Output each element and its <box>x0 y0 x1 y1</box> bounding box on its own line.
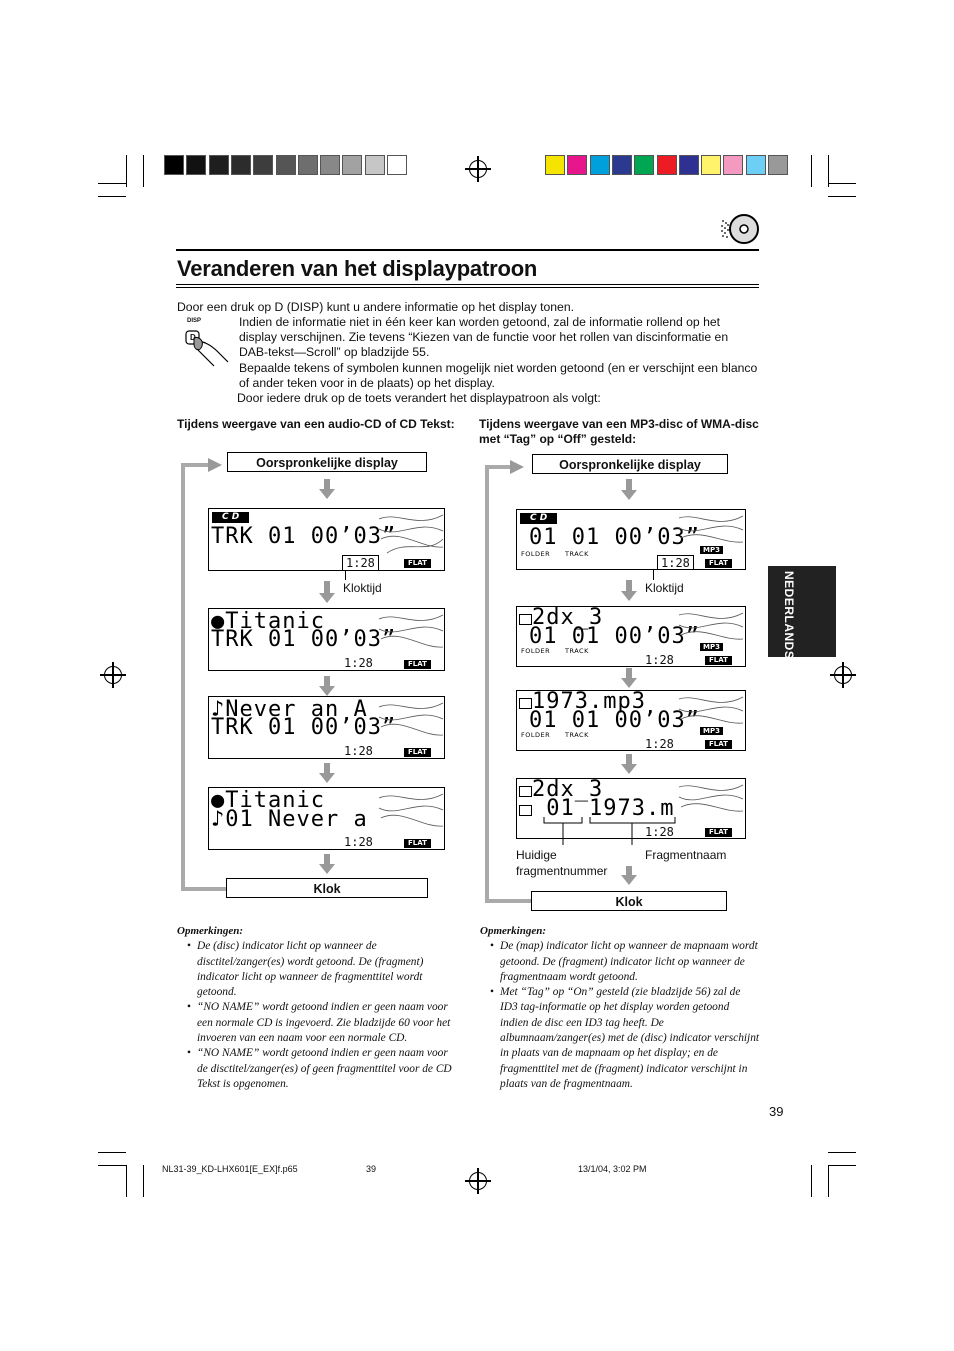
down-arrow-icon <box>319 864 335 874</box>
notes-left <box>177 924 457 1092</box>
down-arrow-stem <box>324 479 330 489</box>
lcd-title-text: Never an A <box>225 697 368 722</box>
gray-swatch <box>320 155 340 175</box>
down-arrow-icon <box>621 764 637 774</box>
right-clock-label: Klok <box>531 891 727 911</box>
huidige-fragmentnummer-caption: Huidige fragmentnummer <box>516 848 608 878</box>
crop-mark <box>828 1165 856 1166</box>
language-tab <box>768 566 836 660</box>
lcd-folder-label: FOLDER <box>521 550 551 558</box>
lcd-track-label: TRACK <box>565 731 589 739</box>
lcd-flat-badge: FLAT <box>705 559 732 568</box>
intro-text: Door een druk op D (DISP) kunt u andere informatie op het display tonen. <box>177 300 574 314</box>
note-item: • De (map) indicator licht op wanneer de mapnaam wordt getoond. De (fragment) indicator licht op wanneer de fragmentnaam wordt getoond. <box>500 939 760 985</box>
mp3-badge: MP3 <box>700 727 723 735</box>
right-section-heading: Tijdens weergave van een MP3-disc of WMA-disc met “Tag” op “Off” gesteld: <box>479 417 759 446</box>
gray-swatch <box>231 155 251 175</box>
crop-mark <box>143 1165 144 1197</box>
notes-right <box>480 924 760 1092</box>
right-loop-line <box>485 465 489 903</box>
lcd-flat-badge: FLAT <box>404 839 431 848</box>
lcd-clock-time: 1:28 <box>657 555 694 570</box>
lcd-graphic-icon <box>377 609 445 659</box>
paragraph-scroll: Indien de informatie niet in één keer kan worden getoond, zal de informatie rollend op het display verschijnen. Zie tevens “Kiezen van de functie voor het rollen van discinformatie en DAB-tekst—Scroll” op bladzijde 55. <box>239 315 729 360</box>
color-swatch <box>679 155 699 175</box>
lcd-line-1: TRK 01 00’03” <box>211 524 397 549</box>
crop-mark <box>126 155 127 187</box>
disc-icon <box>717 213 761 245</box>
gray-swatch <box>365 155 385 175</box>
lcd-track-text: 01 1973.m <box>546 796 675 821</box>
crop-mark <box>143 155 144 187</box>
notes-left-title: Opmerkingen: <box>177 925 243 937</box>
crop-mark <box>811 155 812 187</box>
lcd-graphic-icon <box>677 779 745 823</box>
lcd-folder-label: FOLDER <box>521 647 551 655</box>
cd-badge: C D <box>520 513 557 524</box>
color-swatch <box>746 155 766 175</box>
lcd-cd-original <box>208 508 445 571</box>
lcd-flat-badge: FLAT <box>705 656 732 665</box>
lcd-title-text: Titanic <box>225 609 325 634</box>
lcd-flat-badge: FLAT <box>404 748 431 757</box>
lcd-cd-title-and-track <box>208 787 445 850</box>
gray-swatch <box>298 155 318 175</box>
color-swatch <box>701 155 721 175</box>
down-arrow-stem <box>626 580 632 591</box>
color-swatch <box>545 155 565 175</box>
registration-mark-icon <box>834 666 852 684</box>
note-item: • De (disc) indicator licht op wanneer de disctitel/zanger(es) wordt getoond. De (fragment) indicator licht op wanneer de fragmenttitel wordt getoond. <box>197 939 457 1000</box>
fragment-icon <box>519 805 532 816</box>
down-arrow-stem <box>324 763 330 773</box>
lcd-title-text: Titanic <box>225 788 325 813</box>
disc-icon: ● <box>211 788 226 813</box>
crop-mark <box>98 1165 126 1166</box>
color-swatch <box>612 155 632 175</box>
left-section-heading: Tijdens weergave van een audio-CD of CD Tekst: <box>177 417 455 431</box>
down-arrow-stem <box>626 479 632 490</box>
down-arrow-icon <box>319 686 335 696</box>
lcd-cd-track-title <box>208 696 445 759</box>
lcd-graphic-icon <box>677 510 745 546</box>
mp3-badge: MP3 <box>700 546 723 554</box>
language-tab-label: NEDERLANDS <box>782 571 796 660</box>
color-swatch <box>723 155 743 175</box>
down-arrow-stem <box>324 676 330 686</box>
crop-mark <box>98 183 126 184</box>
lcd-clock-time: 1:28 <box>645 825 674 839</box>
lcd-folder-text: 2dx_3 <box>532 778 604 802</box>
lcd-line-1: 01 01 00’03” <box>529 525 700 550</box>
down-arrow-stem <box>626 754 632 764</box>
left-loop-bottom <box>181 887 227 891</box>
down-arrow-stem <box>626 866 632 875</box>
down-arrow-stem <box>626 668 632 678</box>
lcd-clock-time: 1:28 <box>645 653 674 667</box>
title-bottom-rule <box>176 287 759 288</box>
lcd-graphic-icon <box>677 607 745 643</box>
title-bottom-rule <box>176 284 759 285</box>
crop-mark <box>98 196 126 197</box>
down-arrow-icon <box>319 593 335 603</box>
paragraph-sequence: Door iedere druk op de toets verandert het displaypatroon als volgt: <box>237 391 601 405</box>
cd-badge: C D <box>212 512 249 523</box>
left-loop-line <box>181 463 185 891</box>
gray-swatch <box>253 155 273 175</box>
footer-page: 39 <box>366 1164 377 1174</box>
right-loop-top <box>485 465 513 469</box>
registration-mark-icon <box>469 1172 487 1190</box>
right-loop-arrow-icon <box>510 460 524 474</box>
note-item: • “NO NAME” wordt getoond indien er geen naam voor de disctitel/zanger(es) of geen fragmenttitel voor de CD Tekst is opgenomen. <box>197 1046 457 1092</box>
lcd-clock-time: 1:28 <box>344 835 373 849</box>
color-swatch <box>590 155 610 175</box>
note-item: • “NO NAME” wordt getoond indien er geen naam voor een normale CD is ingevoerd. Zie bladzijde 60 voor het invoeren van een naam voor een normale CD. <box>197 1000 457 1046</box>
lcd-flat-badge: FLAT <box>404 660 431 669</box>
gray-swatch <box>186 155 206 175</box>
crop-mark <box>828 1152 856 1153</box>
kloktijd-leader <box>653 570 654 580</box>
lcd-graphic-icon <box>677 691 745 727</box>
crop-mark <box>828 1165 829 1197</box>
lcd-flat-badge: FLAT <box>404 559 431 568</box>
down-arrow-icon <box>319 773 335 783</box>
color-swatch <box>634 155 654 175</box>
gray-swatch <box>276 155 296 175</box>
footer-filename: NL31-39_KD-LHX601[E_EX]f.p65 <box>162 1164 298 1174</box>
lcd-flat-badge: FLAT <box>705 828 732 837</box>
left-kloktijd-caption: Kloktijd <box>343 581 382 595</box>
lcd-clock-time: 1:28 <box>344 656 373 670</box>
title-top-rule <box>176 249 759 251</box>
down-arrow-stem <box>324 854 330 864</box>
lcd-line-2: 01 01 00’03” <box>529 708 700 733</box>
color-swatch <box>768 155 788 175</box>
gray-swatch <box>342 155 362 175</box>
left-loop-top <box>181 463 211 467</box>
lcd-clock-time: 1:28 <box>344 744 373 758</box>
down-arrow-icon <box>621 678 637 688</box>
lcd-file-text: 1973.mp3 <box>532 690 646 714</box>
lcd-clock-time: 1:28 <box>342 555 379 571</box>
color-swatch <box>567 155 587 175</box>
registration-mark-icon <box>469 160 487 178</box>
kloktijd-leader <box>345 571 346 580</box>
down-arrow-icon <box>621 490 637 500</box>
lcd-graphic-icon <box>377 788 445 838</box>
left-clock-label: Klok <box>226 878 428 898</box>
down-arrow-stem <box>324 581 330 593</box>
crop-mark <box>828 183 856 184</box>
lcd-line-2: TRK 01 00’03” <box>211 715 397 740</box>
gray-swatch <box>387 155 407 175</box>
notes-right-title: Opmerkingen: <box>480 925 546 937</box>
down-arrow-icon <box>621 591 637 601</box>
gray-swatch <box>164 155 184 175</box>
right-loop-bottom <box>485 899 531 903</box>
crop-mark <box>126 1165 127 1197</box>
lcd-cd-disc-title <box>208 608 445 671</box>
left-original-display-label: Oorspronkelijke display <box>227 452 427 472</box>
lcd-graphic-icon <box>377 509 445 559</box>
lcd-track-text: 01 Never a <box>225 807 368 832</box>
fragmentnaam-caption: Fragmentnaam <box>645 848 727 862</box>
mp3-badge: MP3 <box>700 643 723 651</box>
crop-mark <box>811 1165 812 1197</box>
lcd-flat-badge: FLAT <box>705 740 732 749</box>
lcd-line-2: TRK 01 00’03” <box>211 627 397 652</box>
paragraph-symbols: Bepaalde tekens of symbolen kunnen mogelijk niet worden getoond (en er verschijnt een blanco of ander teken voor in de plaats) op het display. <box>239 361 758 391</box>
lcd-line-2 <box>211 807 368 832</box>
disc-icon: ● <box>211 609 226 634</box>
left-loop-arrow-icon <box>208 458 222 472</box>
crop-mark <box>98 1152 126 1153</box>
lcd-graphic-icon <box>377 697 445 747</box>
lcd-mp3-folder <box>516 606 746 667</box>
lcd-line-2: 01 01 00’03” <box>529 624 700 649</box>
note-icon: ♪ <box>211 807 226 832</box>
right-original-display-label: Oorspronkelijke display <box>532 454 728 474</box>
gray-swatch <box>209 155 229 175</box>
lcd-track-label: TRACK <box>565 550 589 558</box>
disp-label: DISP <box>187 318 202 324</box>
registration-mark-icon <box>104 666 122 684</box>
page-title: Veranderen van het displaypatroon <box>177 256 538 281</box>
note-icon: ♪ <box>211 697 226 722</box>
lcd-mp3-file <box>516 690 746 751</box>
disp-key-label: D <box>190 333 196 342</box>
note-item: • Met “Tag” op “On” gesteld (zie bladzijde 56) zal de ID3 tag-informatie op het display worden getoond indien de disc een ID3 tag heeft. De albumnaam/zanger(es) met de (disc) indicator verschijnt in plaats van de mapnaam op het display; en de fragmenttitel met de (fragment) indicator verschijnt in plaats van de fragmentnaam. <box>500 985 760 1092</box>
down-arrow-icon <box>319 489 335 499</box>
lcd-track-label: TRACK <box>565 647 589 655</box>
page-number: 39 <box>769 1104 784 1119</box>
bracket-annotation <box>540 815 680 851</box>
crop-mark <box>828 196 856 197</box>
lcd-mp3-original <box>516 509 746 570</box>
color-swatch <box>657 155 677 175</box>
lcd-folder-label: FOLDER <box>521 731 551 739</box>
footer-date: 13/1/04, 3:02 PM <box>578 1164 647 1174</box>
lcd-folder-text: 2dx_3 <box>532 606 604 630</box>
right-kloktijd-caption: Kloktijd <box>645 581 684 595</box>
lcd-clock-time: 1:28 <box>645 737 674 751</box>
